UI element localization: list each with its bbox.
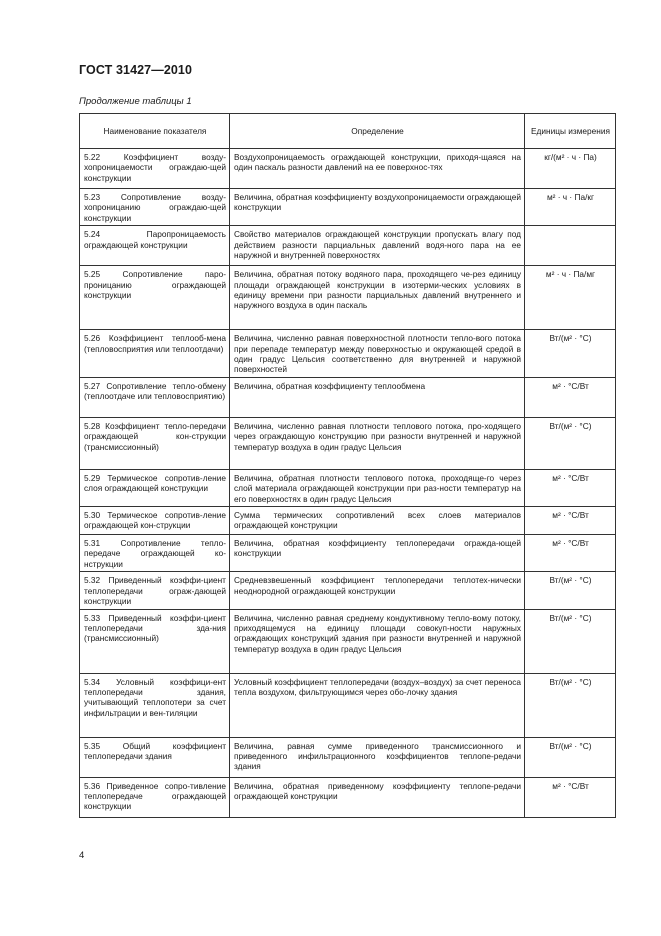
table-row xyxy=(80,417,616,469)
row-unit-cell: Вт/(м² · °С) xyxy=(525,417,616,469)
row-definition-cell: Воздухопроницаемость ограждающей конструкции, приходя-щаяся на один паскаль разности давлений на ее поверхнос-тях xyxy=(230,149,525,189)
row-definition-cell: Величина, обратная коэффициенту воздухопроницаемости ограждающей конструкции xyxy=(230,189,525,226)
row-name-cell: 5.31 Сопротивление тепло-передаче ограждающей ко-нструкции xyxy=(80,535,230,572)
table-row xyxy=(80,507,616,535)
row-definition-cell: Сумма термических сопротивлений всех слоев материалов ограждающей конструкции xyxy=(230,507,525,535)
row-definition-cell: Свойство материалов ограждающей конструкции пропускать влагу под действием разности парциальных давлений водя-ного пара на ее наружной и внутренней поверхностях xyxy=(230,226,525,266)
row-name-cell: 5.32 Приведенный коэффи-циент теплопередачи ограж-дающей конструкции xyxy=(80,572,230,609)
table-header-row xyxy=(80,114,616,149)
column-header-definition: Определение xyxy=(230,114,525,149)
row-definition-cell: Средневзвешенный коэффициент теплопередачи теплотех-нически неоднородной ограждающей конструкции xyxy=(230,572,525,609)
table-row xyxy=(80,609,616,673)
row-unit-cell: Вт/(м² · °С) xyxy=(525,572,616,609)
row-unit-cell: Вт/(м² · °С) xyxy=(525,737,616,777)
page-number: 4 xyxy=(79,850,85,861)
row-unit-cell: м² · °С/Вт xyxy=(525,469,616,506)
column-header-unit: Единицы измерения xyxy=(525,114,616,149)
row-name-cell: 5.27 Сопротивление тепло-обмену (теплоотдаче или тепловосприятию) xyxy=(80,377,230,417)
table-row xyxy=(80,572,616,609)
table-row xyxy=(80,737,616,777)
row-name-cell: 5.26 Коэффициент теплооб-мена (тепловосприятия или теплоотдачи) xyxy=(80,330,230,378)
row-unit-cell: кг/(м² · ч · Па) xyxy=(525,149,616,189)
row-name-cell: 5.22 Коэффициент возду-хопроницаемости ограждаю-щей конструкции xyxy=(80,149,230,189)
table-row xyxy=(80,469,616,506)
row-name-cell: 5.28 Коэффициент тепло-передачи ограждающей кон-струкции (трансмиссионный) xyxy=(80,417,230,469)
row-name-cell: 5.36 Приведенное сопро-тивление теплопередаче ограждающей конструкции xyxy=(80,777,230,817)
row-unit-cell: м² · °С/Вт xyxy=(525,535,616,572)
table-row xyxy=(80,535,616,572)
row-definition-cell: Величина, численно равная поверхностной плотности тепло-вого потока при перепаде температур между поверхностью и окружающей средой в один градус Цельсия соответственно для внутренней и наружной поверхностей xyxy=(230,330,525,378)
row-definition-cell: Величина, обратная коэффициенту теплопередачи огражда-ющей конструкции xyxy=(230,535,525,572)
row-definition-cell: Величина, обратная потоку водяного пара, проходящего че-рез единицу площади ограждающей конструкции в изотерми-ческих условиях в единицу времени при разности парциальных давлений внутреннего и наружного воздуха в один паскаль xyxy=(230,266,525,330)
row-definition-cell: Величина, обратная плотности теплового потока, проходяще-го через слой материала ограждающей конструкции при раз-ности температур на его поверхностях в один градус Цельсия xyxy=(230,469,525,506)
row-unit-cell: м² · ч · Па/кг xyxy=(525,189,616,226)
row-unit-cell: м² · °С/Вт xyxy=(525,377,616,417)
row-name-cell: 5.35 Общий коэффициент теплопередачи здания xyxy=(80,737,230,777)
row-definition-cell: Величина, численно равная среднему кондуктивному тепло-вому потоку, приходящемуся на единицу площади совокуп-ности наружных ограждающих конструкций здания при разности внутренней и наружной температур воздуха в один градус Цельсия xyxy=(230,609,525,673)
table-row xyxy=(80,673,616,737)
table-row xyxy=(80,189,616,226)
row-definition-cell: Условный коэффициент теплопередачи (воздух–воздух) за счет переноса тепла воздухом, фильтрующимся через обо-лочку здания xyxy=(230,673,525,737)
row-name-cell: 5.34 Условный коэффици-ент теплопередачи здания, учитывающий теплопотери за счет инфильтрации и вен-тиляции xyxy=(80,673,230,737)
table-row xyxy=(80,226,616,266)
table-row xyxy=(80,377,616,417)
definitions-table xyxy=(79,113,616,818)
row-unit-cell: м² · °С/Вт xyxy=(525,777,616,817)
table-caption: Продолжение таблицы 1 xyxy=(79,96,192,107)
row-unit-cell: Вт/(м² · °С) xyxy=(525,673,616,737)
table-body xyxy=(80,149,616,818)
document-header: ГОСТ 31427—2010 xyxy=(79,63,193,77)
row-name-cell: 5.23 Сопротивление возду-хопроницанию ограждаю-щей конструкции xyxy=(80,189,230,226)
table-row xyxy=(80,330,616,378)
row-unit-cell: Вт/(м² · °С) xyxy=(525,609,616,673)
table-row xyxy=(80,149,616,189)
column-header-name: Наименование показателя xyxy=(80,114,230,149)
table-row xyxy=(80,777,616,817)
row-name-cell: 5.25 Сопротивление паро-проницанию ограждающей конструкции xyxy=(80,266,230,330)
row-unit-cell xyxy=(525,226,616,266)
row-name-cell: 5.24 Паропроницаемость ограждающей конструкции xyxy=(80,226,230,266)
row-name-cell: 5.33 Приведенный коэффи-циент теплопередачи зда-ния (трансмиссионный) xyxy=(80,609,230,673)
row-definition-cell: Величина, численно равная плотности теплового потока, про-ходящего через ограждающую конструкцию при разности внутренней и наружной температур воздуха в один градус Цельсия xyxy=(230,417,525,469)
table-row xyxy=(80,266,616,330)
row-unit-cell: м² · °С/Вт xyxy=(525,507,616,535)
row-name-cell: 5.30 Термическое сопротив-ление ограждающей кон-струкции xyxy=(80,507,230,535)
row-name-cell: 5.29 Термическое сопротив-ление слоя ограждающей конструкции xyxy=(80,469,230,506)
row-unit-cell: Вт/(м² · °С) xyxy=(525,330,616,378)
row-definition-cell: Величина, обратная коэффициенту теплообмена xyxy=(230,377,525,417)
row-definition-cell: Величина, равная сумме приведенного трансмиссионного и приведенного инфильтрационного коэффициентов теплопе-редачи здания xyxy=(230,737,525,777)
row-unit-cell: м² · ч · Па/мг xyxy=(525,266,616,330)
row-definition-cell: Величина, обратная приведенному коэффициенту теплопе-редачи ограждающей конструкции xyxy=(230,777,525,817)
